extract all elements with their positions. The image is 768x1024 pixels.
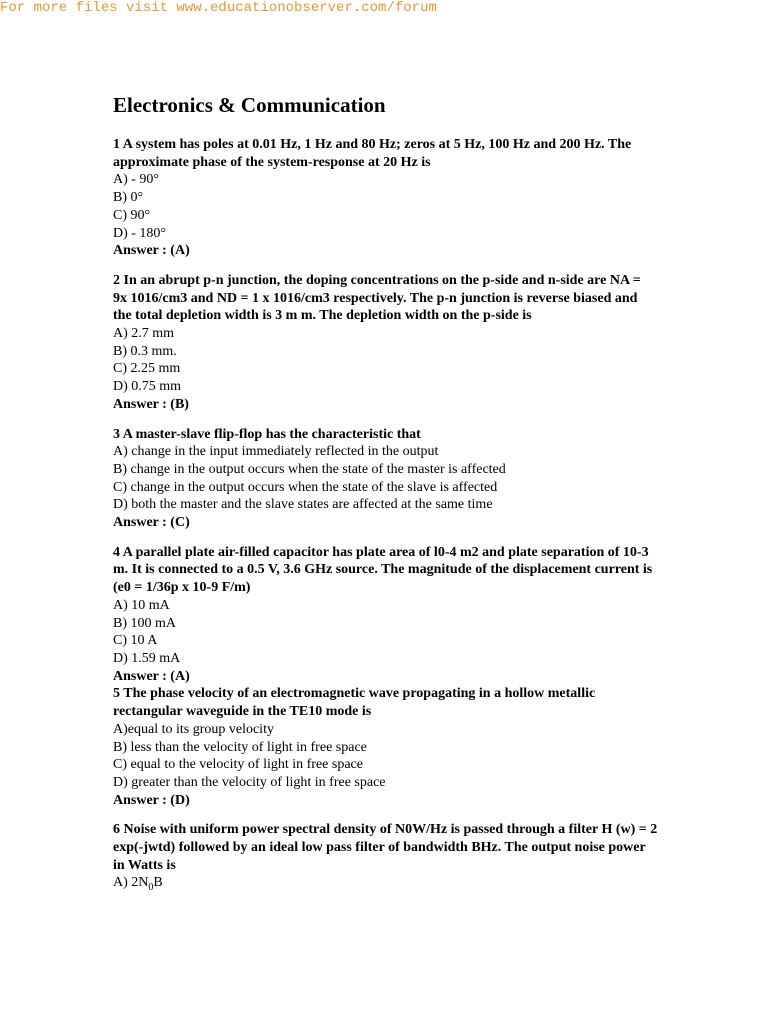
question-text: 6 Noise with uniform power spectral density of N0W/Hz is passed through a filter H (w) = 2 exp(-jwtd) followed by an ideal low pass filter of bandwidth BHz. The output noise power in Watts is	[113, 822, 658, 873]
option-b: B) 0.3 mm.	[113, 343, 177, 359]
option-c: C) change in the output occurs when the state of the slave is affected	[113, 479, 498, 495]
question-3	[113, 426, 658, 532]
option-c: C) 2.25 mm	[113, 361, 181, 377]
question-1	[113, 136, 658, 260]
option-a: A) change in the input immediately reflected in the output	[113, 444, 439, 460]
option-a-subscript: 0	[148, 882, 154, 894]
question-2	[113, 272, 658, 414]
question-4	[113, 544, 658, 686]
option-b: B) 100 mA	[113, 615, 176, 631]
question-5	[113, 685, 658, 809]
option-a: A) 10 mA	[113, 597, 170, 613]
option-a: A) - 90°	[113, 172, 160, 188]
option-c: C) 10 A	[113, 633, 158, 649]
option-a: A) 2.7 mm	[113, 326, 175, 342]
option-c: C) 90°	[113, 207, 151, 223]
option-a-pre: A) 2N	[113, 875, 149, 891]
question-6	[113, 821, 658, 892]
question-text: 3 A master-slave flip-flop has the characteristic that	[113, 426, 421, 442]
option-a-post: B	[153, 875, 163, 891]
answer: Answer : (C)	[113, 515, 190, 531]
question-text: 5 The phase velocity of an electromagnetic wave propagating in a hollow metallic rectangular waveguide in the TE10 mode is	[113, 686, 596, 720]
source-banner: For more files visit www.educationobserver.com/forum	[0, 0, 437, 16]
answer: Answer : (A)	[113, 668, 190, 684]
option-a	[113, 874, 658, 892]
option-d: D) greater than the velocity of light in free space	[113, 774, 386, 790]
document-page	[113, 91, 658, 892]
question-text: 4 A parallel plate air-filled capacitor has plate area of l0-4 m2 and plate separation of 10-3 m. It is connected to a 0.5 V, 3.6 GHz source. The magnitude of the displacement current is (e0 = 1/36p x 10-9 F/m)	[113, 544, 653, 596]
option-d: D) - 180°	[113, 225, 167, 241]
question-text: 2 In an abrupt p-n junction, the doping concentrations on the p-side and n-side are NA = 9x 1016/cm3 and ND = 1 x 1016/cm3 respectively. The p-n junction is reverse biased and the total depletion width is 3 m m. The depletion width on the p-side is	[113, 272, 641, 324]
answer: Answer : (D)	[113, 792, 190, 808]
option-b: B) change in the output occurs when the state of the master is affected	[113, 461, 506, 477]
option-d: D) 1.59 mA	[113, 650, 181, 666]
option-c: C) equal to the velocity of light in free space	[113, 757, 363, 773]
page-title: Electronics & Communication	[113, 93, 386, 117]
option-a: A)equal to its group velocity	[113, 721, 274, 737]
answer: Answer : (B)	[113, 396, 189, 412]
option-d: D) 0.75 mm	[113, 379, 182, 395]
option-b: B) 0°	[113, 190, 144, 206]
question-text: 1 A system has poles at 0.01 Hz, 1 Hz and 80 Hz; zeros at 5 Hz, 100 Hz and 200 Hz. The approximate phase of the system-response at 20 Hz is	[113, 137, 632, 170]
option-b: B) less than the velocity of light in free space	[113, 739, 367, 755]
option-d: D) both the master and the slave states are affected at the same time	[113, 497, 493, 513]
answer: Answer : (A)	[113, 243, 190, 259]
